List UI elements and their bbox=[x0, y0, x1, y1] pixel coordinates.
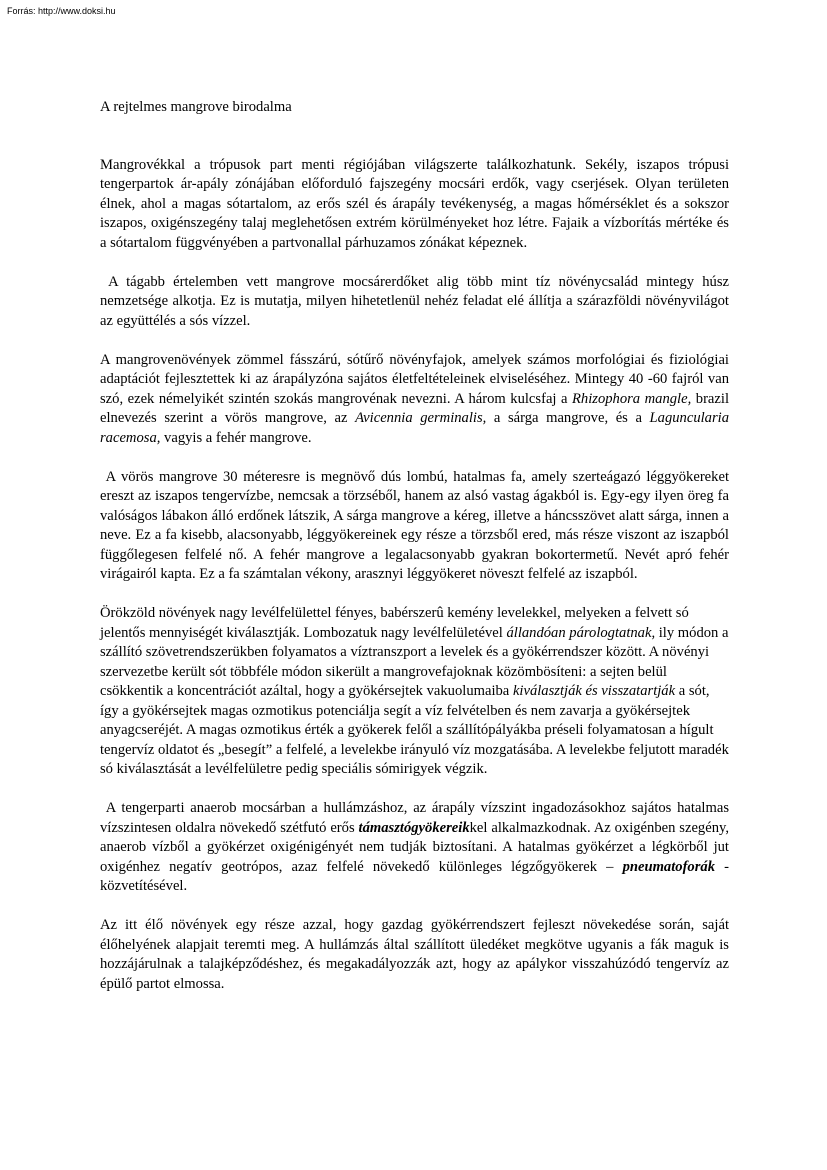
paragraph-4-text: A vörös mangrove 30 méteresre is megnövő dús lombú, hatalmas fa, amely szerteágazó léggyökereket ereszt az iszapos tengervízbe, nemcsak a törzséből, hanem az alsó vastag ágakból is. Egy-egy ilyen öreg fa valóságos lábakon álló erdőnek látszik, A sárga mangrove a kéreg, illetve a háncsszövet alatt sárga, innen a neve. Ez a fa kisebb, alacsonyabb, léggyökereinek egy része a törzsből ered, más része viszont az iszapból függőlegesen felfelé nő. A fehér mangrove a legalacsonyabb gyakran bokortermetű. Nevét apró fehér virágairól kapta. Ez a fa számtalan vékony, arasznyi léggyökeret növeszt felfelé az iszapból. bbox=[100, 468, 729, 582]
p5-italic-1: állandóan párologtatnak, bbox=[506, 624, 656, 641]
paragraph-4 bbox=[100, 468, 729, 585]
paragraph-1: Mangrovékkal a trópusok part menti régiójában világszerte találkozhatunk. Sekély, iszapos trópusi tengerpartok ár-apály zónájában előforduló fajszegény mocsári erdők, vagy cserjések. Olyan területen élnek, ahol a magas sótartalom, az erős szél és árapály tevékenység, a magas hőmérséklet és a sokszor iszapos, oxigénszegény talaj meglehetősen extrém körülményeket hoz létre. Fajaik a vízborítás mértéke és a sótartalom függvényében a partvonallal párhuzamos zónákat képeznek. bbox=[100, 156, 729, 251]
p3-text-b: brazil elnevezés szerint a vörös mangrove, az bbox=[100, 390, 729, 426]
species-laguncularia: Laguncularia racemosa, bbox=[100, 410, 729, 446]
species-avicennia: Avicennia germinalis, bbox=[355, 410, 487, 426]
p3-text-c: a sárga mangrove, és a bbox=[486, 410, 650, 426]
p5-text-b: ily módon a szállító szövetrendszerükben folyamatos a víztranszport a levelek és a gyökérrendszer között. A növényi szervezetbe került sót többféle módon sikerült a mangrovefajoknak közömbösíteni: a sejten belül csökkentik a koncentrációt azáltal, hogy a gyökérsejtek vakuolumaiba bbox=[100, 624, 729, 699]
paragraph-7: Az itt élő növények egy része azzal, hogy gazdag gyökérrendszert fejleszt növekedése során, saját élőhelyének alapjait teremti meg. A hullámzás által szállított üledéket megkötve ugyanis a fák maguk is hozzájárulnak a talajképződéshez, és megakadályozzák azt, hogy az apálykor visszahúzódó tengervíz az épülő partot elmossa. bbox=[100, 917, 729, 992]
p3-text-a: A mangrovenövények zömmel fásszárú, sótűrő növényfajok, amelyek számos morfológiai és fiziológiai adaptációt fejlesztettek ki az árapályzóna sajátos életfeltételeinek elviseléséhez. Mintegy 40 -60 fajról van szó, ezek némelyikét szintén szokás mangrovénak nevezni. A három kulcsfaj a bbox=[100, 351, 729, 407]
paragraph-3 bbox=[100, 351, 729, 449]
document-page bbox=[100, 98, 729, 1014]
paragraph-6 bbox=[100, 799, 729, 897]
species-rhizophora: Rhizophora mangle, bbox=[572, 390, 692, 407]
paragraph-2-text: A tágabb értelemben vett mangrove mocsárerdőket alig több mint tíz növénycsalád mintegy húsz nemzetsége alkotja. Ez is mutatja, milyen hihetetlenül nehéz feladat elé állítja a szárazföldi növényvilágot az együttélés a sós vízzel. bbox=[100, 273, 729, 329]
p6-text-b: kel alkalmazkodnak. Az oxigénben szegény, anaerob vízből a gyökérzet oxigénigényét nem tudják biztosítani. A hatalmas gyökérzet a légkörből jut oxigénhez negatív geotrópos, azaz felfelé növekedő különleges légzőgyökerek – bbox=[100, 819, 729, 875]
p6-term-tamasztogyokerek: támasztógyökereik bbox=[358, 819, 470, 836]
p5-text-c: a sót, így a gyökérsejtek magas ozmotikus potenciálja segít a víz felvételben és nem zavarja a gyökérsejtek anyagcseréjét. A magas ozmotikus érték a gyökerek felől a szállítópályákba préseli folyamatosan a hígult tengervíz oldatot és „besegít” a felfelé, a levelekbe irányuló víz mozgatásába. A levelekbe feljutott maradék só kiválasztását a levélfelületre pedig speciális sómirigyek végzik. bbox=[100, 683, 729, 777]
paragraph-5 bbox=[100, 604, 729, 780]
p6-text-a: A tengerparti anaerob mocsárban a hullámzáshoz, az árapály vízszint ingadozásokhoz sajátos hatalmas vízszintesen oldalra növekedő szétfutó erős bbox=[100, 800, 729, 836]
p5-text-a: Örökzöld növények nagy levélfelülettel fényes, babérszerû kemény levelekkel, melyeken a felvett só jelentős mennyiségét kiválasztják. Lombozatuk nagy levélfelületével bbox=[100, 605, 689, 641]
p6-text-c: - közvetítésével. bbox=[100, 858, 729, 894]
document-title: A rejtelmes mangrove birodalma bbox=[100, 99, 292, 115]
paragraph-2 bbox=[100, 273, 729, 332]
p5-italic-2: kiválasztják és visszatartják bbox=[512, 683, 676, 699]
p3-text-d: vagyis a fehér mangrove. bbox=[160, 429, 312, 446]
source-label: Forrás: http://www.doksi.hu bbox=[7, 6, 116, 16]
p6-term-pneumatoforak: pneumatoforák bbox=[622, 858, 715, 875]
